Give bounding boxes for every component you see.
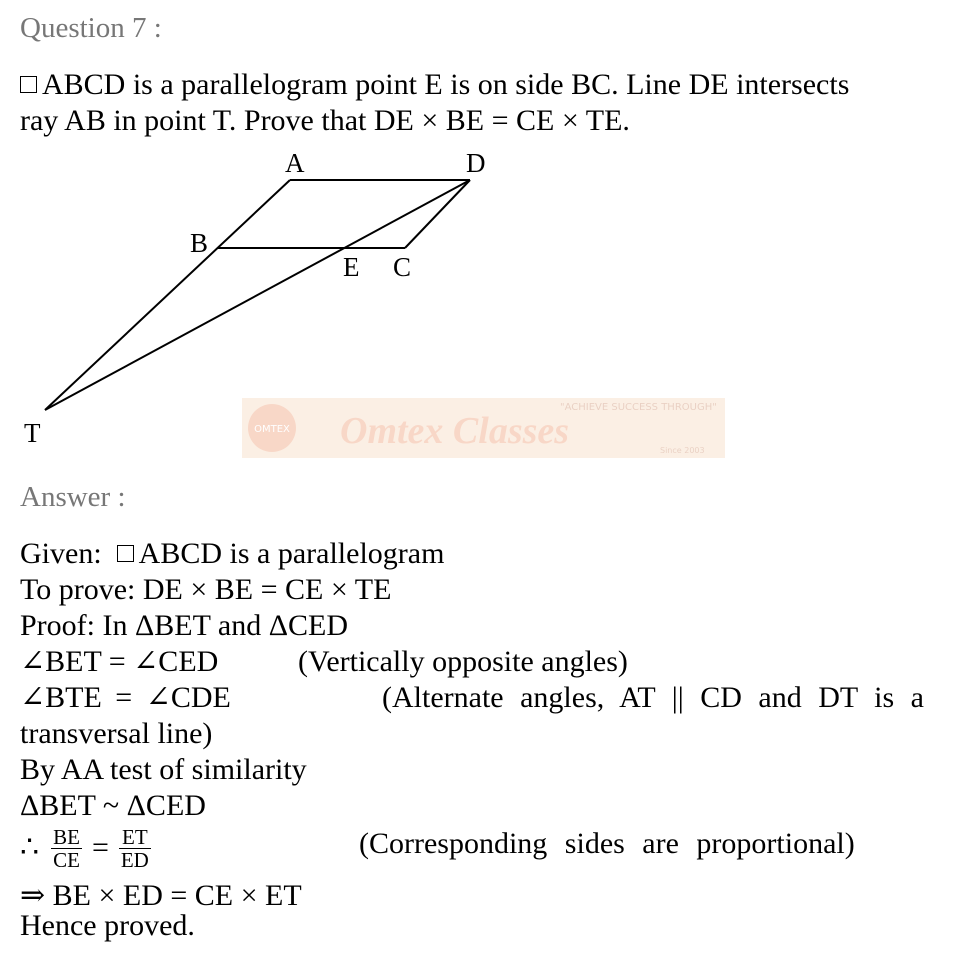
watermark-brand: Omtex Classes (340, 410, 570, 452)
step-2-reason-cont: transversal line) (20, 717, 213, 750)
given-line (20, 536, 444, 572)
proof-line: Proof: In ΔBET and ΔCED (20, 609, 349, 642)
step-2-reason: (Alternate angles, AT || CD and DT is a (382, 681, 924, 714)
fraction-be-ce (51, 826, 82, 871)
fraction-denominator: ED (120, 847, 149, 872)
ratio-reason: (Corresponding sides are proportional) (359, 827, 855, 860)
result-line: ⇒ BE × ED = CE × ET (20, 879, 302, 912)
question-text-1: ABCD is a parallelogram point E is on side BC. Line DE intersects (42, 68, 850, 101)
label-d: D (466, 148, 486, 178)
ratio-line (20, 822, 151, 874)
ray-ab-t (45, 180, 290, 410)
similarity-line: ΔBET ~ ΔCED (20, 789, 206, 822)
line-de-t (45, 180, 470, 410)
to-prove-line: To prove: DE × BE = CE × TE (20, 573, 392, 606)
watermark-seal: OMTEX (254, 424, 290, 435)
equals-sign: = (91, 831, 109, 864)
fraction-numerator: BE (53, 824, 80, 849)
label-a: A (285, 148, 305, 178)
given-prefix: Given: (20, 537, 102, 570)
label-e: E (343, 252, 360, 282)
step-1-statement: ∠BET = ∠CED (20, 645, 219, 678)
fraction-numerator: ET (119, 826, 151, 849)
watermark-since: Since 2003 (660, 446, 705, 455)
watermark (242, 398, 725, 458)
step-2-statement: ∠BTE = ∠CDE (20, 681, 231, 714)
watermark-tagline: "ACHIEVE SUCCESS THROUGH" (560, 402, 717, 413)
given-text: ABCD is a parallelogram (138, 537, 445, 570)
hence-proved-line: Hence proved. (20, 909, 195, 942)
question-line-2: ray AB in point T. Prove that DE × BE = CE × TE. (20, 104, 630, 137)
label-b: B (190, 228, 209, 258)
parallelogram-diagram (0, 140, 760, 460)
segment-dc (405, 180, 470, 248)
therefore-symbol: ∴ (20, 831, 40, 864)
step-1-reason: (Vertically opposite angles) (298, 645, 628, 678)
label-t: T (24, 418, 41, 448)
parallelogram-symbol-icon (20, 76, 37, 93)
answer-heading: Answer : (20, 481, 126, 513)
aa-test-line: By AA test of similarity (20, 753, 307, 786)
question-heading: Question 7 : (20, 12, 162, 44)
fraction-denominator: CE (53, 847, 80, 872)
question-line-1 (20, 67, 849, 103)
label-c: C (393, 252, 412, 282)
fraction-et-ed (119, 826, 151, 871)
parallelogram-symbol-icon (117, 545, 134, 562)
